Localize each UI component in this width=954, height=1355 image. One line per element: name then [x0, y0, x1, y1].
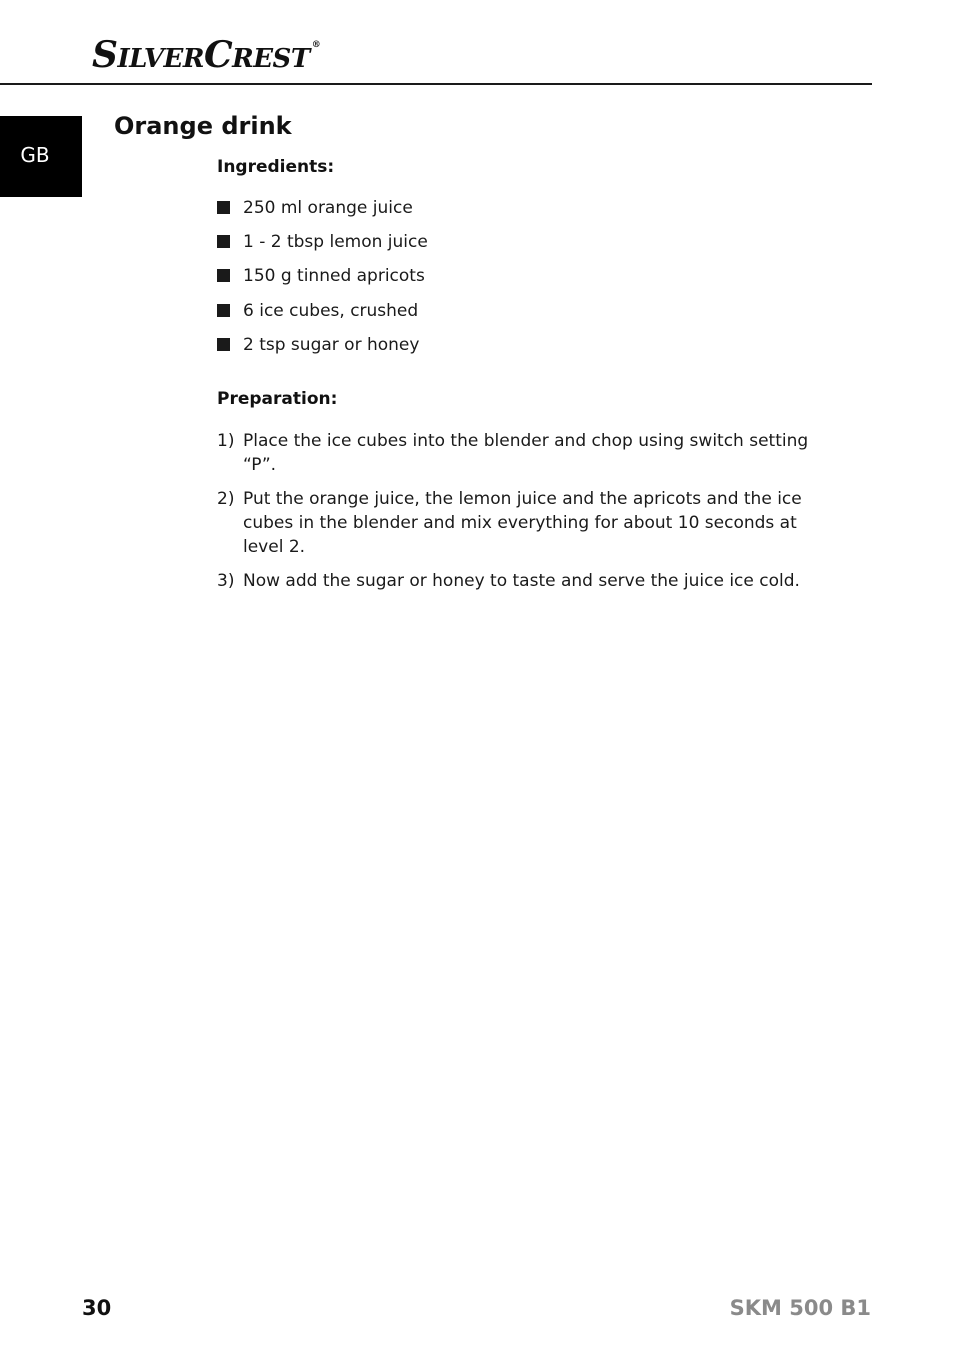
ingredient-text: 6 ice cubes, crushed: [243, 300, 419, 321]
square-bullet-icon: [217, 269, 230, 282]
page-number: 30: [82, 1296, 112, 1320]
square-bullet-icon: [217, 338, 230, 351]
step-text: Put the orange juice, the lemon juice and the apricots and the ice cubes in the blender and mix everything for about 10 seconds at level 2.: [243, 489, 802, 557]
ingredient-text: 1 - 2 tbsp lemon juice: [243, 232, 428, 253]
square-bullet-icon: [217, 201, 230, 214]
logo-letters: REST: [232, 44, 310, 74]
list-item: [217, 335, 428, 369]
ingredient-text: 150 g tinned apricots: [243, 266, 425, 287]
list-item: [217, 266, 428, 300]
ingredient-text: 250 ml orange juice: [243, 198, 413, 218]
list-item: [217, 569, 827, 593]
list-item: [217, 301, 428, 335]
list-item: [217, 232, 428, 266]
language-tab: [0, 116, 82, 197]
step-text: Place the ice cubes into the blender and chop using switch setting “P”.: [243, 431, 809, 475]
ingredient-text: 2 tsp sugar or honey: [243, 334, 420, 355]
square-bullet-icon: [217, 304, 230, 317]
page-title: Orange drink: [114, 112, 292, 140]
list-item: [217, 487, 827, 559]
logo-letters: ILVER: [117, 44, 204, 74]
header-divider: [0, 83, 872, 85]
language-tab-label: GB: [20, 142, 50, 167]
preparation-heading: Preparation:: [217, 389, 338, 409]
logo-letter: C: [203, 34, 233, 76]
list-item: [217, 429, 827, 477]
preparation-steps: [217, 429, 827, 603]
list-item: [217, 198, 428, 232]
step-number: 1): [217, 431, 235, 451]
logo-letter: S: [92, 34, 118, 76]
ingredients-heading: Ingredients:: [217, 157, 335, 177]
step-number: 3): [217, 571, 235, 591]
registered-mark: ®: [311, 40, 321, 50]
step-number: 2): [217, 489, 235, 509]
square-bullet-icon: [217, 235, 230, 248]
model-number: SKM 500 B1: [729, 1296, 871, 1320]
brand-logo: [92, 34, 320, 74]
step-text: Now add the sugar or honey to taste and serve the juice ice cold.: [243, 571, 800, 591]
ingredient-list: [217, 198, 428, 369]
